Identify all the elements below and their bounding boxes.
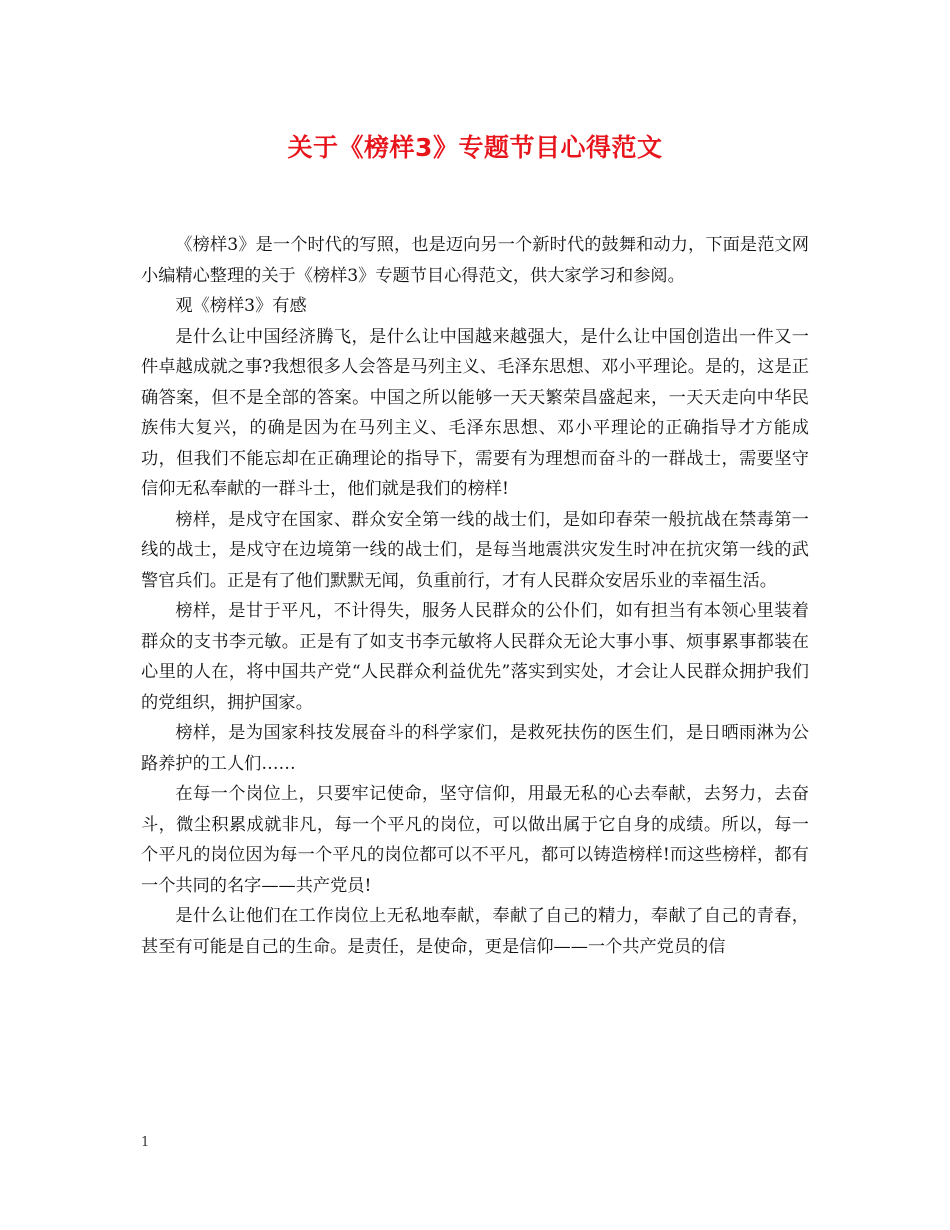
section-heading: 观《榜样3》有感: [175, 296, 307, 316]
document-title: 关于《榜样3》专题节目心得范文: [287, 133, 663, 162]
paragraph: 《榜样3》是一个时代的写照，也是迈向另一个新时代的鼓舞和动力，下面是范文网小编精心整理的关于《榜样3》专题节目心得范文，供大家学习和参阅。: [141, 235, 809, 286]
paragraph: 是什么让中国经济腾飞，是什么让中国越来越强大，是什么让中国创造出一件又一件卓越成就之事?我想很多人会答是马列主义、毛泽东思想、邓小平理论。是的，这是正确答案，但不是全部的答案。中国之所以能够一天天繁荣昌盛起来，一天天走向中华民族伟大复兴，的确是因为在马列主义、毛泽东思想、邓小平理论的正确指导才方能成功，但我们不能忘却在正确理论的指导下，需要有为理想而奋斗的一群战士，需要坚守信仰无私奉献的一群斗士，他们就是我们的榜样!: [141, 326, 809, 499]
paragraph: 是什么让他们在工作岗位上无私地奉献，奉献了自己的精力，奉献了自己的青春，甚至有可能是自己的生命。是责任，是使命，更是信仰——一个共产党员的信: [141, 906, 809, 957]
paragraph: 榜样，是甘于平凡，不计得失，服务人民群众的公仆们，如有担当有本领心里装着群众的支书李元敏。正是有了如支书李元敏将人民群众无论大事小事、烦事累事都装在心里的人在，将中国共产党“人民群众利益优先”落实到实处，才会让人民群众拥护我们的党组织，拥护国家。: [141, 601, 809, 713]
paragraph: 榜样，是戍守在国家、群众安全第一线的战士们，是如印春荣一般抗战在禁毒第一线的战士，是戍守在边境第一线的战士们，是每当地震洪灾发生时冲在抗灾第一线的武警官兵们。正是有了他们默默无闻，负重前行，才有人民群众安居乐业的幸福生活。: [141, 509, 809, 591]
page-number: 1: [141, 1135, 150, 1150]
paragraph: 在每一个岗位上，只要牢记使命，坚守信仰，用最无私的心去奉献，去努力，去奋斗，微尘积累成就非凡，每一个平凡的岗位，可以做出属于它自身的成绩。所以，每一个平凡的岗位因为每一个平凡的岗位都可以不平凡，都可以铸造榜样!而这些榜样，都有一个共同的名字——共产党员!: [141, 784, 809, 896]
paragraph: 榜样，是为国家科技发展奋斗的科学家们，是救死扶伤的医生们，是日晒雨淋为公路养护的工人们……: [141, 723, 809, 774]
document-body: [141, 230, 809, 962]
